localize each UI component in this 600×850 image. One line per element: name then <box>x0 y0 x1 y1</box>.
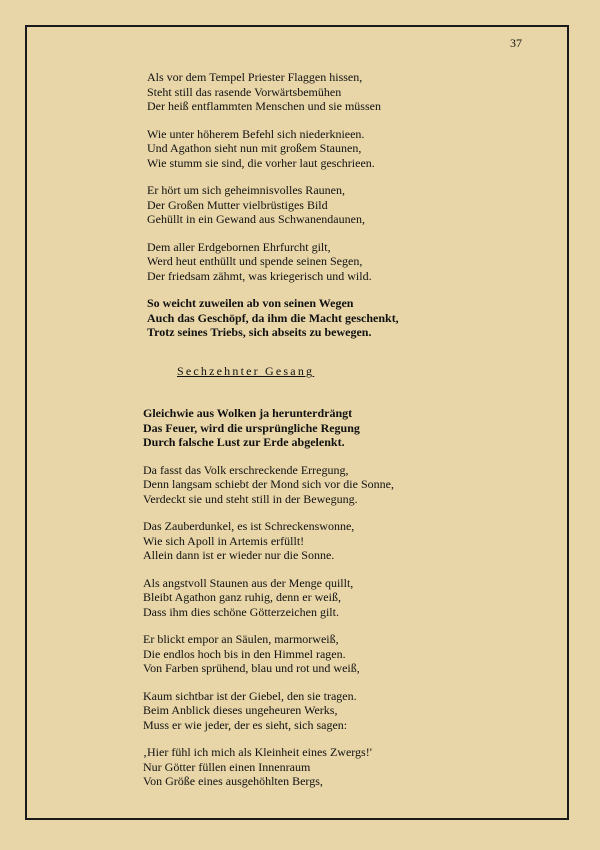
verse-line: Er blickt empor an Säulen, marmorweiß, <box>143 632 339 646</box>
verse-line: Und Agathon sieht nun mit großem Staunen, <box>147 141 362 155</box>
verse-line: ‚Hier fühl ich mich als Kleinheit eines Zwergs!' <box>143 745 372 759</box>
verse-line: Beim Anblick dieses ungeheuren Werks, <box>143 703 338 717</box>
verse-line: Durch falsche Lust zur Erde abgelenkt. <box>143 435 345 449</box>
verse-line: Kaum sichtbar ist der Giebel, den sie tragen. <box>143 688 357 703</box>
page-number: 37 <box>510 36 522 50</box>
stanza <box>147 296 547 340</box>
verse-line: Als angstvoll Staunen aus der Menge quillt, <box>143 575 354 590</box>
verse-line: Wie sich Apoll in Artemis erfüllt! <box>143 533 305 548</box>
stanza <box>147 70 547 114</box>
verse-line: Dem aller Erdgebornen Ehrfurcht gilt, <box>147 239 331 254</box>
verse-line: So weicht zuweilen ab von seinen Wegen <box>147 296 354 310</box>
verse-line: Muss er wie jeder, der es sieht, sich sagen: <box>143 717 348 732</box>
verse-line: Trotz seines Triebs, sich abseits zu bewegen. <box>147 325 372 339</box>
verse-line: Dass ihm dies schöne Götterzeichen gilt. <box>143 604 339 619</box>
verse-line: Das Feuer, wird die ursprüngliche Regung <box>143 420 360 435</box>
verse-line: Der friedsam zähmt, was kriegerisch und wild. <box>147 268 372 283</box>
verse-line: Bleibt Agathon ganz ruhig, denn er weiß, <box>143 590 341 604</box>
poem-section-top <box>147 70 547 353</box>
verse-line: Wie unter höherem Befehl sich niederknieen. <box>147 126 365 141</box>
verse-line: Gehüllt in ein Gewand aus Schwanendaunen, <box>147 212 365 226</box>
stanza <box>143 632 553 676</box>
stanza <box>147 127 547 171</box>
poem-section-bottom <box>143 406 553 802</box>
verse-line: Gleichwie aus Wolken ja herunterdrängt <box>143 406 353 420</box>
stanza <box>143 689 553 733</box>
stanza <box>143 406 553 450</box>
verse-line: Von Farben sprühend, blau und rot und weiß, <box>143 661 360 675</box>
verse-line: Verdeckt sie und steht still in der Bewegung. <box>143 491 358 506</box>
stanza <box>143 745 553 789</box>
verse-line: Auch das Geschöpf, da ihm die Macht geschenkt, <box>147 310 399 325</box>
verse-line: Denn langsam schiebt der Mond sich vor die Sonne, <box>143 477 394 491</box>
chapter-heading: Sechzehnter Gesang <box>177 364 315 378</box>
stanza <box>143 463 553 507</box>
verse-line: Nur Götter füllen einen Innenraum <box>143 759 311 774</box>
verse-line: Werd heut enthüllt und spende seinen Segen, <box>147 254 363 268</box>
verse-line: Da fasst das Volk erschreckende Erregung, <box>143 462 349 477</box>
verse-line: Der heiß entflammten Menschen und sie müssen <box>147 99 381 113</box>
verse-line: Von Größe eines ausgehöhlten Bergs, <box>143 774 323 788</box>
verse-line: Als vor dem Tempel Priester Flaggen hissen, <box>147 70 363 84</box>
verse-line: Das Zauberdunkel, es ist Schreckenswonne, <box>143 519 355 533</box>
verse-line: Allein dann ist er wieder nur die Sonne. <box>143 548 335 562</box>
verse-line: Wie stumm sie sind, die vorher laut geschrieen. <box>147 155 375 170</box>
stanza <box>143 576 553 620</box>
verse-line: Er hört um sich geheimnisvolles Raunen, <box>147 183 345 197</box>
verse-line: Steht still das rasende Vorwärtsbemühen <box>147 84 342 99</box>
stanza <box>147 240 547 284</box>
verse-line: Der Großen Mutter vielbrüstiges Bild <box>147 197 328 212</box>
stanza <box>143 519 553 563</box>
stanza <box>147 183 547 227</box>
verse-line: Die endlos hoch bis in den Himmel ragen. <box>143 646 346 661</box>
